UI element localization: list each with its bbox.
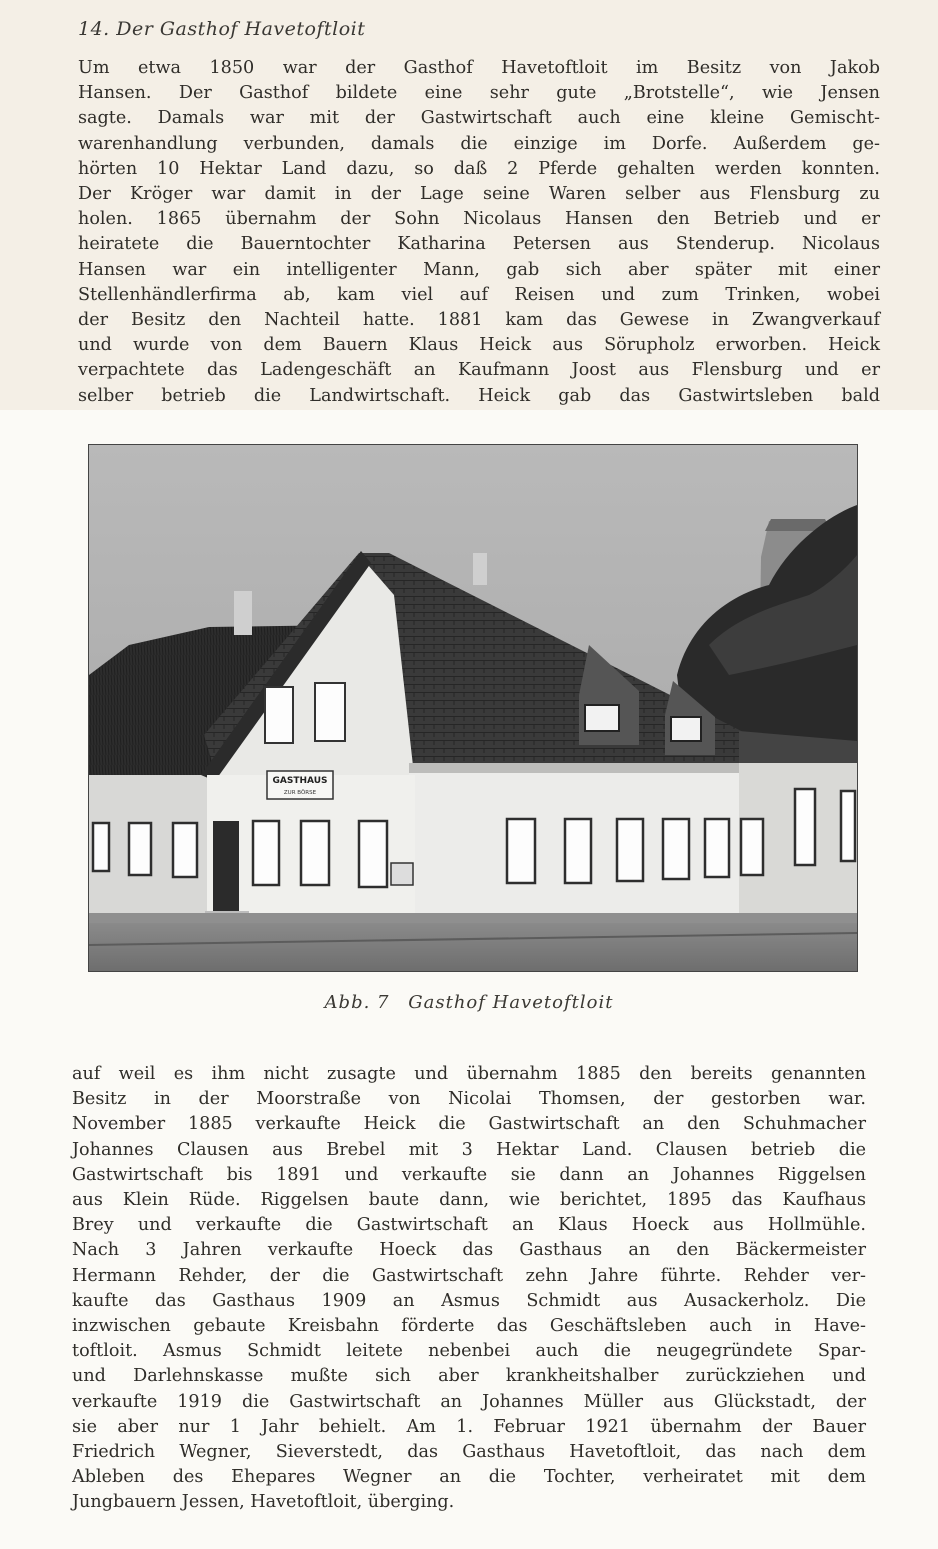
text-line: Nach 3 Jahren verkaufte Hoeck das Gasthaus an den Bäckermeister	[72, 1240, 866, 1261]
text-line: holen. 1865 übernahm der Sohn Nicolaus Hansen den Betrieb und er	[78, 209, 880, 230]
text-line: warenhandlung verbunden, damals die einzige im Dorfe. Außerdem ge-	[78, 133, 880, 154]
gable-window-left	[265, 687, 293, 743]
chimney-left	[234, 591, 252, 635]
foundation	[89, 913, 857, 923]
photo-gasthof	[88, 444, 858, 972]
window	[253, 821, 279, 885]
window	[663, 819, 689, 879]
text-line: und wurde von dem Bauern Klaus Heick aus Sörupholz erworben. Heick	[78, 335, 880, 356]
text-line: Hansen. Der Gasthof bildete eine sehr gute „Brotstelle“, wie Jensen	[78, 83, 880, 104]
text-line: selber betrieb die Landwirtschaft. Heick gab das Gastwirtsleben bald	[78, 385, 880, 406]
paragraph-upper	[78, 56, 880, 409]
text-line: und Darlehnskasse mußte sich aber krankheitshalber zurückziehen und	[72, 1366, 866, 1387]
text-line: Der Kröger war damit in der Lage seine Waren selber aus Flensburg zu	[78, 184, 880, 205]
window	[841, 791, 855, 861]
gasthof-photo-illustration	[89, 445, 857, 971]
house-door	[213, 821, 239, 917]
caption-title: Gasthof Havetoftloit	[408, 992, 614, 1013]
dormer-right-window	[671, 717, 701, 741]
text-line: auf weil es ihm nicht zusagte und übernahm 1885 den bereits genannten	[72, 1064, 866, 1084]
text-line: Stellenhändlerfirma ab, kam viel auf Reisen und zum Trinken, wobei	[78, 284, 880, 305]
window	[173, 823, 197, 877]
text-line: heiratete die Bauerntochter Katharina Petersen aus Stenderup. Nicolaus	[78, 234, 880, 255]
text-line: verpachtete das Ladengeschäft an Kaufmann Joost aus Flensburg und er	[78, 360, 880, 381]
window	[359, 821, 387, 887]
window	[129, 823, 151, 875]
sign-text-line-2: ZUR BÖRSE	[283, 790, 317, 796]
letterbox	[391, 863, 413, 885]
gable-window-right	[315, 683, 345, 741]
sign-text-line-1: GASTHAUS	[272, 776, 328, 786]
text-line: Ableben des Ehepares Wegner an die Tochter, verheiratet mit dem	[72, 1467, 866, 1488]
text-line: der Besitz den Nachteil hatte. 1881 kam das Gewese in Zwangverkauf	[78, 310, 880, 331]
text-line: Johannes Clausen aus Brebel mit 3 Hektar Land. Clausen betrieb die	[72, 1139, 866, 1160]
window	[93, 823, 109, 871]
window	[507, 819, 535, 883]
text-line: sagte. Damals war mit der Gastwirtschaft auch eine kleine Gemischt-	[78, 108, 880, 129]
section-heading: 14. Der Gasthof Havetoftloit	[78, 18, 366, 40]
window	[617, 819, 643, 881]
text-line: Friedrich Wegner, Sieverstedt, das Gasthaus Havetoftloit, das nach dem	[72, 1442, 866, 1463]
window	[705, 819, 729, 877]
text-line: kaufte das Gasthaus 1909 an Asmus Schmidt aus Ausackerholz. Die	[72, 1290, 866, 1311]
text-line: Um etwa 1850 war der Gasthof Havetoftloit im Besitz von Jakob	[78, 58, 880, 78]
window	[565, 819, 591, 883]
chimney-main	[473, 553, 487, 585]
text-line: Gastwirtschaft bis 1891 und verkaufte sie dann an Johannes Riggelsen	[72, 1164, 866, 1185]
window	[741, 819, 763, 875]
text-line: Hansen war ein intelligenter Mann, gab sich aber später mit einer	[78, 259, 880, 280]
text-line: hörten 10 Hektar Land dazu, so daß 2 Pferde gehalten werden konnten.	[78, 158, 880, 179]
street	[89, 923, 857, 971]
window	[795, 789, 815, 865]
text-line: Brey und verkaufte die Gastwirtschaft an Klaus Hoeck aus Hollmühle.	[72, 1215, 866, 1236]
text-line: November 1885 verkaufte Heick die Gastwirtschaft an den Schuhmacher	[72, 1114, 866, 1135]
window	[301, 821, 329, 885]
caption-label: Abb. 7	[324, 992, 390, 1013]
dormer-left-window	[585, 705, 619, 731]
text-line: sie aber nur 1 Jahr behielt. Am 1. Februar 1921 übernahm der Bauer	[72, 1416, 866, 1437]
text-line: Jungbauern Jessen, Havetoftloit, überging.	[72, 1492, 455, 1513]
text-line: Besitz in der Moorstraße von Nicolai Thomsen, der gestorben war.	[72, 1089, 866, 1110]
text-line: toftloit. Asmus Schmidt leitete nebenbei auch die neugegründete Spar-	[72, 1341, 866, 1362]
wall-shadow-band	[409, 763, 777, 773]
paragraph-lower	[72, 1062, 866, 1516]
text-line: inzwischen gebaute Kreisbahn förderte das Geschäftsleben auch in Have-	[72, 1316, 866, 1337]
figure-caption	[0, 992, 938, 1013]
text-line: aus Klein Rüde. Riggelsen baute dann, wie berichtet, 1895 das Kaufhaus	[72, 1190, 866, 1211]
text-line: Hermann Rehder, der die Gastwirtschaft zehn Jahre führte. Rehder ver-	[72, 1265, 866, 1286]
text-line: verkaufte 1919 die Gastwirtschaft an Johannes Müller aus Glückstadt, der	[72, 1391, 866, 1412]
